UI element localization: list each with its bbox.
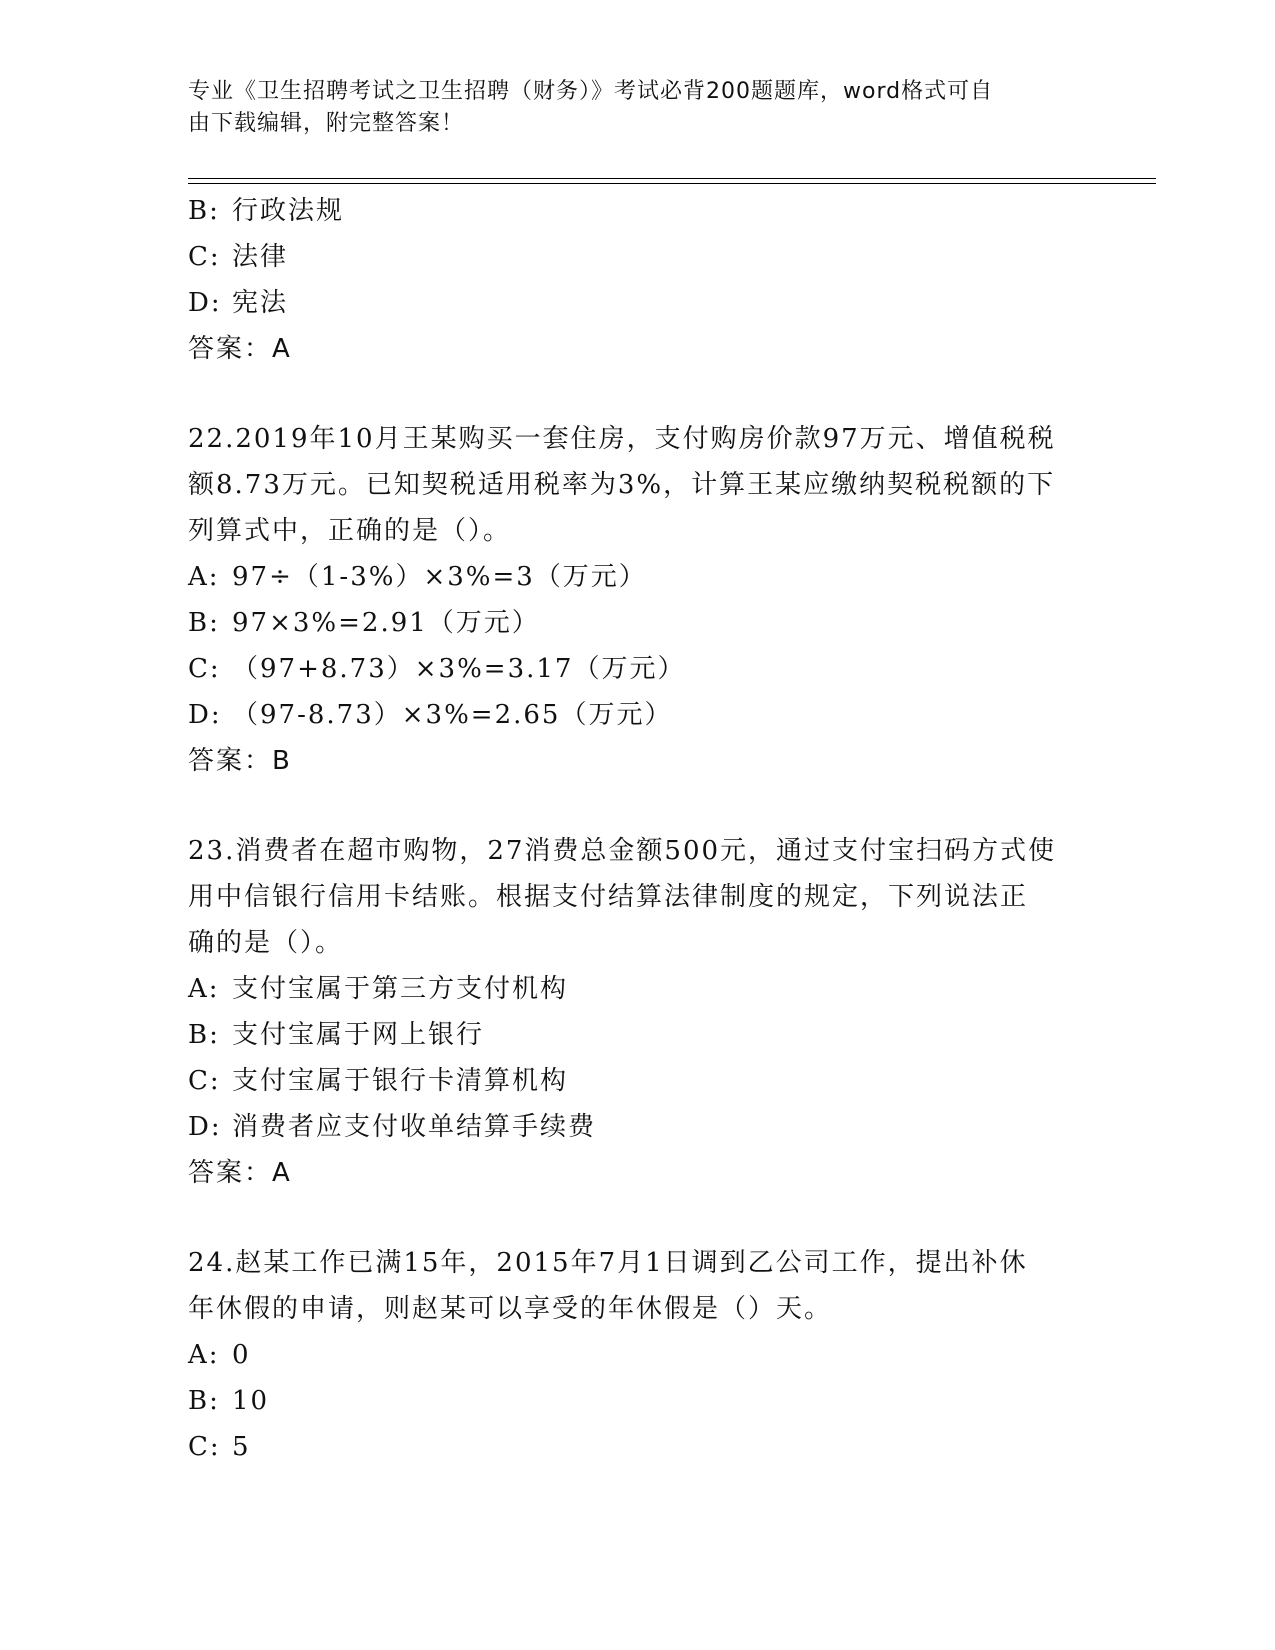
option-text: 支付宝属于银行卡清算机构 (232, 1066, 569, 1096)
question-line: 22.2019年10月王某购买一套住房，支付购房价款97万元、增值税税 (188, 424, 1056, 454)
option-text: 宪法 (232, 288, 289, 318)
question-22 (188, 416, 1088, 784)
question-line: 用中信银行信用卡结账。根据支付结算法律制度的规定，下列说法正 (188, 882, 1029, 912)
option (188, 1058, 1088, 1104)
option-text: （97-8.73）×3%=2.65（万元） (232, 700, 673, 730)
option-letter: D: (188, 1112, 222, 1142)
question-line: 确的是（）。 (188, 928, 344, 958)
question-23 (188, 828, 1088, 1196)
option-text: 10 (232, 1386, 270, 1416)
option-letter: B: (188, 608, 220, 638)
option-letter: C: (188, 242, 221, 272)
option-letter: B: (188, 1020, 220, 1050)
option (188, 966, 1088, 1012)
option-text: （97+8.73）×3%=3.17（万元） (232, 654, 686, 684)
question-line: 23.消费者在超市购物，27消费总金额500元，通过支付宝扫码方式使 (188, 836, 1057, 866)
question-24 (188, 1240, 1088, 1470)
option-letter: D: (188, 288, 222, 318)
option (188, 280, 1088, 326)
header-divider-top (188, 178, 1156, 179)
option-letter: A: (188, 1340, 220, 1370)
option (188, 1378, 1088, 1424)
option-text: 97×3%=2.91（万元） (232, 608, 540, 638)
header-line-1: 专业《卫生招聘考试之卫生招聘（财务）》考试必背200题题库，word格式可自 (188, 79, 994, 104)
option (188, 234, 1088, 280)
question-line: 列算式中，正确的是（）。 (188, 516, 512, 546)
option-letter: D: (188, 700, 222, 730)
option (188, 600, 1088, 646)
option-text: 5 (232, 1432, 251, 1462)
option-text: 法律 (232, 242, 289, 272)
option-text: 支付宝属于网上银行 (232, 1020, 485, 1050)
spacer (188, 372, 1088, 416)
option-letter: B: (188, 196, 220, 226)
option-letter: C: (188, 1432, 221, 1462)
document-header (188, 76, 1068, 140)
option (188, 188, 1088, 234)
option-text: 消费者应支付收单结算手续费 (232, 1112, 597, 1142)
header-divider-bottom (188, 183, 1156, 184)
answer: 答案：B (188, 746, 292, 776)
option (188, 1012, 1088, 1058)
option-text: 0 (232, 1340, 251, 1370)
option-letter: B: (188, 1386, 220, 1416)
option-text: 97÷（1-3%）×3%=3（万元） (232, 562, 647, 592)
document-body (188, 188, 1088, 1470)
question-line: 24.赵某工作已满15年，2015年7月1日调到乙公司工作，提出补休 (188, 1248, 1028, 1278)
option-letter: C: (188, 654, 221, 684)
option-text: 支付宝属于第三方支付机构 (232, 974, 569, 1004)
spacer (188, 784, 1088, 828)
answer: 答案：A (188, 1158, 292, 1188)
prev-question (188, 188, 1088, 372)
option (188, 1424, 1088, 1470)
option (188, 1104, 1088, 1150)
option (188, 554, 1088, 600)
option-letter: A: (188, 974, 220, 1004)
option-letter: A: (188, 562, 220, 592)
option-text: 行政法规 (232, 196, 345, 226)
header-line-2: 由下载编辑，附完整答案！ (188, 111, 465, 136)
spacer (188, 1196, 1088, 1240)
option-letter: C: (188, 1066, 221, 1096)
answer: 答案：A (188, 334, 292, 364)
option (188, 1332, 1088, 1378)
option (188, 646, 1088, 692)
question-line: 年休假的申请，则赵某可以享受的年休假是（）天。 (188, 1294, 833, 1324)
question-line: 额8.73万元。已知契税适用税率为3%，计算王某应缴纳契税税额的下 (188, 470, 1056, 500)
option (188, 692, 1088, 738)
